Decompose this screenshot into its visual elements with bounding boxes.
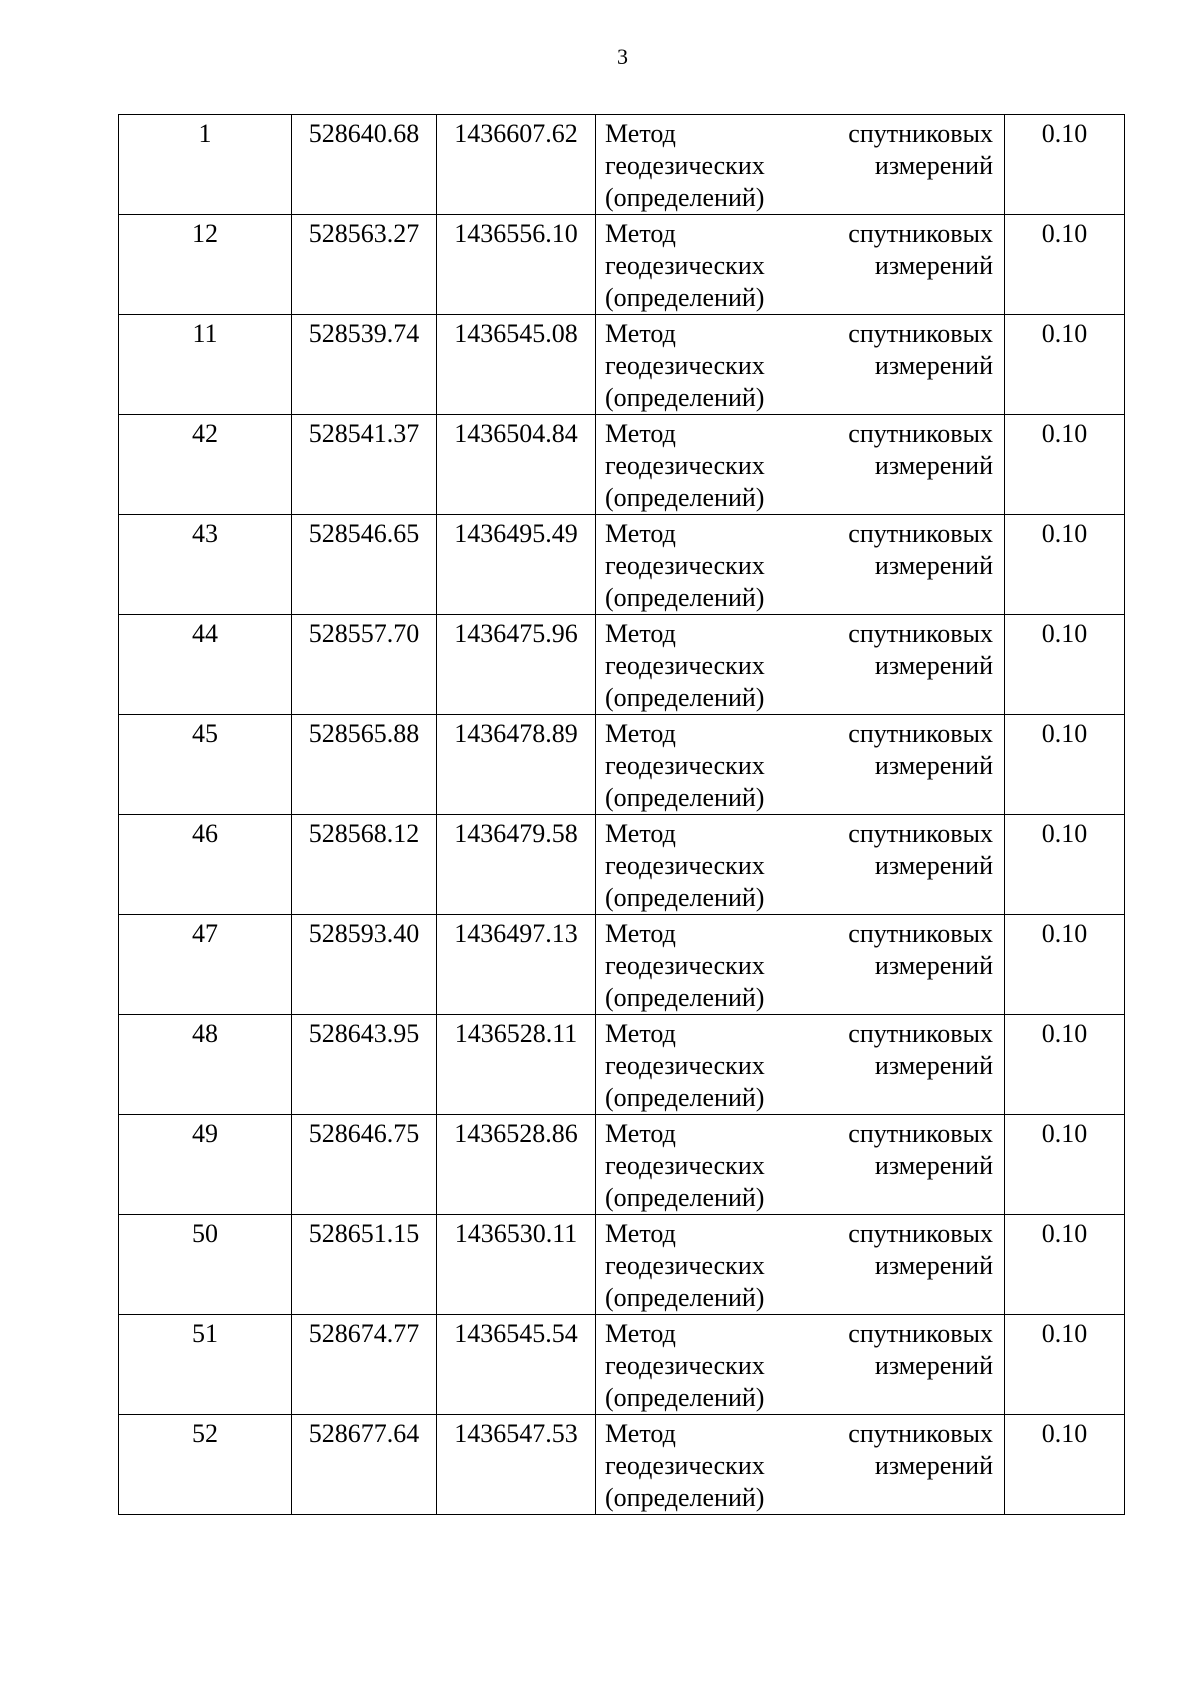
y-coordinate-cell	[437, 215, 596, 315]
y-coordinate-cell	[437, 1215, 596, 1315]
y-coordinate-cell-text: 1436475.96	[454, 619, 578, 648]
method-cell	[596, 115, 1005, 215]
point-number-cell	[119, 115, 292, 215]
point-number-cell	[119, 1015, 292, 1115]
table-row	[119, 815, 1125, 915]
accuracy-cell-text: 0.10	[1041, 219, 1088, 248]
method-word: Метод	[605, 1419, 676, 1448]
point-number-cell	[119, 615, 292, 715]
accuracy-cell	[1005, 815, 1125, 915]
page-number: 3	[617, 44, 628, 69]
method-word: (определений)	[605, 1183, 765, 1212]
method-word: (определений)	[605, 783, 765, 812]
x-coordinate-cell-text: 528677.64	[308, 1419, 420, 1448]
method-line	[605, 382, 993, 414]
point-number-cell-text: 44	[192, 619, 218, 648]
y-coordinate-cell	[437, 815, 596, 915]
method-word: геодезических	[605, 551, 765, 580]
method-line	[605, 982, 993, 1014]
y-coordinate-cell-text: 1436479.58	[454, 819, 578, 848]
y-coordinate-cell-text: 1436547.53	[454, 1419, 578, 1448]
accuracy-cell-text: 0.10	[1041, 319, 1088, 348]
method-line	[605, 782, 993, 814]
method-line	[605, 150, 993, 182]
method-word: измерений	[874, 651, 993, 680]
accuracy-cell-text: 0.10	[1041, 819, 1088, 848]
point-number-cell-text: 45	[192, 719, 218, 748]
method-line	[605, 950, 993, 982]
method-word: спутниковых	[848, 1219, 993, 1248]
method-cell	[596, 915, 1005, 1015]
point-number-cell-text: 49	[192, 1119, 218, 1148]
x-coordinate-cell	[292, 915, 437, 1015]
method-text	[605, 515, 993, 614]
y-coordinate-cell-text: 1436545.54	[454, 1319, 578, 1348]
method-line	[605, 618, 993, 650]
x-coordinate-cell	[292, 215, 437, 315]
method-word: спутниковых	[848, 519, 993, 548]
method-word: (определений)	[605, 683, 765, 712]
accuracy-cell-text: 0.10	[1041, 1319, 1088, 1348]
method-line	[605, 582, 993, 614]
method-word: спутниковых	[848, 1319, 993, 1348]
x-coordinate-cell	[292, 1315, 437, 1415]
y-coordinate-cell-text: 1436497.13	[454, 919, 578, 948]
method-line	[605, 350, 993, 382]
y-coordinate-cell-text: 1436545.08	[454, 319, 578, 348]
method-word: измерений	[874, 351, 993, 380]
method-line	[605, 1282, 993, 1314]
method-cell	[596, 815, 1005, 915]
table-row	[119, 1015, 1125, 1115]
x-coordinate-cell-text: 528568.12	[308, 819, 420, 848]
x-coordinate-cell	[292, 415, 437, 515]
x-coordinate-cell-text: 528643.95	[308, 1019, 420, 1048]
table-row	[119, 415, 1125, 515]
y-coordinate-cell	[437, 1415, 596, 1515]
method-word: Метод	[605, 719, 676, 748]
point-number-cell-text: 12	[192, 219, 218, 248]
x-coordinate-cell	[292, 115, 437, 215]
x-coordinate-cell-text: 528646.75	[308, 1119, 420, 1148]
point-number-cell	[119, 215, 292, 315]
y-coordinate-cell	[437, 1115, 596, 1215]
method-text	[605, 415, 993, 514]
x-coordinate-cell-text: 528541.37	[308, 419, 420, 448]
method-line	[605, 1018, 993, 1050]
method-cell	[596, 415, 1005, 515]
point-number-cell	[119, 1315, 292, 1415]
method-word: измерений	[874, 951, 993, 980]
y-coordinate-cell	[437, 615, 596, 715]
method-text	[605, 715, 993, 814]
table-row	[119, 615, 1125, 715]
method-word: спутниковых	[848, 919, 993, 948]
method-line	[605, 1382, 993, 1414]
method-word: Метод	[605, 819, 676, 848]
point-number-cell-text: 42	[192, 419, 218, 448]
method-text	[605, 115, 993, 214]
method-word: геодезических	[605, 1051, 765, 1080]
method-word: (определений)	[605, 583, 765, 612]
x-coordinate-cell	[292, 815, 437, 915]
method-word: Метод	[605, 619, 676, 648]
x-coordinate-cell	[292, 1415, 437, 1515]
method-text	[605, 1415, 993, 1514]
y-coordinate-cell	[437, 115, 596, 215]
point-number-cell	[119, 715, 292, 815]
method-word: геодезических	[605, 1251, 765, 1280]
method-word: (определений)	[605, 283, 765, 312]
method-line	[605, 1450, 993, 1482]
accuracy-cell	[1005, 715, 1125, 815]
point-number-cell	[119, 515, 292, 615]
method-cell	[596, 215, 1005, 315]
method-line	[605, 482, 993, 514]
method-word: спутниковых	[848, 1019, 993, 1048]
table-row	[119, 315, 1125, 415]
method-word: (определений)	[605, 183, 765, 212]
method-line	[605, 1482, 993, 1514]
y-coordinate-cell-text: 1436478.89	[454, 719, 578, 748]
accuracy-cell-text: 0.10	[1041, 1119, 1088, 1148]
point-number-cell	[119, 915, 292, 1015]
x-coordinate-cell-text: 528563.27	[308, 219, 420, 248]
method-line	[605, 1418, 993, 1450]
x-coordinate-cell	[292, 715, 437, 815]
method-word: спутниковых	[848, 219, 993, 248]
method-line	[605, 1350, 993, 1382]
method-word: геодезических	[605, 851, 765, 880]
method-line	[605, 118, 993, 150]
x-coordinate-cell-text: 528640.68	[308, 119, 420, 148]
accuracy-cell-text: 0.10	[1041, 1019, 1088, 1048]
x-coordinate-cell	[292, 1015, 437, 1115]
method-line	[605, 882, 993, 914]
y-coordinate-cell-text: 1436528.86	[454, 1119, 578, 1148]
method-word: Метод	[605, 319, 676, 348]
method-text	[605, 1215, 993, 1314]
method-line	[605, 318, 993, 350]
y-coordinate-cell	[437, 315, 596, 415]
method-word: геодезических	[605, 1151, 765, 1180]
method-line	[605, 750, 993, 782]
table-row	[119, 1215, 1125, 1315]
method-word: измерений	[874, 851, 993, 880]
method-word: Метод	[605, 419, 676, 448]
method-word: геодезических	[605, 451, 765, 480]
method-word: спутниковых	[848, 419, 993, 448]
method-line	[605, 1150, 993, 1182]
y-coordinate-cell-text: 1436528.11	[454, 1019, 578, 1048]
method-line	[605, 550, 993, 582]
accuracy-cell-text: 0.10	[1041, 1219, 1088, 1248]
point-number-cell-text: 50	[192, 1219, 218, 1248]
accuracy-cell-text: 0.10	[1041, 919, 1088, 948]
method-text	[605, 815, 993, 914]
accuracy-cell-text: 0.10	[1041, 419, 1088, 448]
method-word: (определений)	[605, 1283, 765, 1312]
x-coordinate-cell-text: 528557.70	[308, 619, 420, 648]
method-line	[605, 518, 993, 550]
coordinates-table	[118, 114, 1125, 1515]
coordinates-table-body	[119, 115, 1125, 1515]
method-line	[605, 682, 993, 714]
y-coordinate-cell	[437, 1015, 596, 1115]
method-word: геодезических	[605, 951, 765, 980]
method-line	[605, 450, 993, 482]
method-line	[605, 918, 993, 950]
method-line	[605, 1118, 993, 1150]
method-cell	[596, 615, 1005, 715]
method-cell	[596, 1115, 1005, 1215]
method-word: геодезических	[605, 351, 765, 380]
table-row	[119, 915, 1125, 1015]
x-coordinate-cell	[292, 315, 437, 415]
method-cell	[596, 1015, 1005, 1115]
method-word: Метод	[605, 1119, 676, 1148]
method-line	[605, 218, 993, 250]
method-line	[605, 1182, 993, 1214]
table-row	[119, 715, 1125, 815]
method-word: измерений	[874, 451, 993, 480]
method-word: спутниковых	[848, 719, 993, 748]
point-number-cell-text: 48	[192, 1019, 218, 1048]
method-word: геодезических	[605, 751, 765, 780]
method-word: (определений)	[605, 1083, 765, 1112]
accuracy-cell-text: 0.10	[1041, 619, 1088, 648]
method-word: спутниковых	[848, 619, 993, 648]
x-coordinate-cell-text: 528674.77	[308, 1319, 420, 1348]
method-line	[605, 1082, 993, 1114]
accuracy-cell	[1005, 215, 1125, 315]
method-word: измерений	[874, 1251, 993, 1280]
accuracy-cell	[1005, 315, 1125, 415]
x-coordinate-cell	[292, 615, 437, 715]
y-coordinate-cell	[437, 515, 596, 615]
method-line	[605, 282, 993, 314]
method-word: измерений	[874, 1351, 993, 1380]
table-row	[119, 215, 1125, 315]
method-word: Метод	[605, 919, 676, 948]
method-word: геодезических	[605, 651, 765, 680]
method-word: Метод	[605, 1319, 676, 1348]
method-word: (определений)	[605, 383, 765, 412]
method-word: измерений	[874, 751, 993, 780]
method-word: (определений)	[605, 483, 765, 512]
method-line	[605, 850, 993, 882]
point-number-cell	[119, 1415, 292, 1515]
accuracy-cell-text: 0.10	[1041, 1419, 1088, 1448]
method-word: геодезических	[605, 1451, 765, 1480]
method-word: (определений)	[605, 1383, 765, 1412]
method-word: измерений	[874, 151, 993, 180]
point-number-cell-text: 47	[192, 919, 218, 948]
point-number-cell	[119, 815, 292, 915]
table-row	[119, 1415, 1125, 1515]
method-cell	[596, 715, 1005, 815]
method-line	[605, 1218, 993, 1250]
method-word: измерений	[874, 1451, 993, 1480]
method-line	[605, 1250, 993, 1282]
method-cell	[596, 515, 1005, 615]
method-word: спутниковых	[848, 1119, 993, 1148]
accuracy-cell-text: 0.10	[1041, 119, 1088, 148]
point-number-cell	[119, 315, 292, 415]
y-coordinate-cell-text: 1436495.49	[454, 519, 578, 548]
point-number-cell-text: 11	[192, 319, 218, 348]
y-coordinate-cell-text: 1436607.62	[454, 119, 578, 148]
method-line	[605, 1050, 993, 1082]
method-word: спутниковых	[848, 119, 993, 148]
method-text	[605, 1015, 993, 1114]
method-line	[605, 250, 993, 282]
accuracy-cell	[1005, 1315, 1125, 1415]
point-number-cell-text: 43	[192, 519, 218, 548]
method-text	[605, 615, 993, 714]
method-word: (определений)	[605, 983, 765, 1012]
x-coordinate-cell	[292, 1215, 437, 1315]
accuracy-cell	[1005, 915, 1125, 1015]
method-line	[605, 818, 993, 850]
y-coordinate-cell-text: 1436530.11	[454, 1219, 578, 1248]
y-coordinate-cell	[437, 715, 596, 815]
table-row	[119, 515, 1125, 615]
accuracy-cell	[1005, 1415, 1125, 1515]
method-word: Метод	[605, 1219, 676, 1248]
accuracy-cell-text: 0.10	[1041, 519, 1088, 548]
point-number-cell	[119, 1215, 292, 1315]
method-text	[605, 215, 993, 314]
x-coordinate-cell	[292, 1115, 437, 1215]
table-row	[119, 1115, 1125, 1215]
accuracy-cell	[1005, 1215, 1125, 1315]
method-word: спутниковых	[848, 819, 993, 848]
method-word: геодезических	[605, 1351, 765, 1380]
method-line	[605, 1318, 993, 1350]
y-coordinate-cell	[437, 415, 596, 515]
y-coordinate-cell	[437, 1315, 596, 1415]
point-number-cell	[119, 415, 292, 515]
accuracy-cell	[1005, 415, 1125, 515]
method-word: геодезических	[605, 151, 765, 180]
table-row	[119, 115, 1125, 215]
accuracy-cell	[1005, 1015, 1125, 1115]
accuracy-cell-text: 0.10	[1041, 719, 1088, 748]
x-coordinate-cell-text: 528539.74	[308, 319, 420, 348]
method-cell	[596, 1215, 1005, 1315]
y-coordinate-cell-text: 1436504.84	[454, 419, 578, 448]
method-text	[605, 1115, 993, 1214]
accuracy-cell	[1005, 515, 1125, 615]
method-word: (определений)	[605, 883, 765, 912]
method-word: измерений	[874, 551, 993, 580]
x-coordinate-cell-text: 528546.65	[308, 519, 420, 548]
method-word: спутниковых	[848, 319, 993, 348]
method-word: геодезических	[605, 251, 765, 280]
method-cell	[596, 1415, 1005, 1515]
method-word: Метод	[605, 219, 676, 248]
y-coordinate-cell-text: 1436556.10	[454, 219, 578, 248]
method-word: Метод	[605, 519, 676, 548]
method-word: измерений	[874, 251, 993, 280]
method-word: измерений	[874, 1151, 993, 1180]
method-cell	[596, 315, 1005, 415]
method-text	[605, 915, 993, 1014]
point-number-cell-text: 52	[192, 1419, 218, 1448]
table-row	[119, 1315, 1125, 1415]
method-word: измерений	[874, 1051, 993, 1080]
method-line	[605, 182, 993, 214]
y-coordinate-cell	[437, 915, 596, 1015]
x-coordinate-cell-text: 528565.88	[308, 719, 420, 748]
method-word: Метод	[605, 1019, 676, 1048]
accuracy-cell	[1005, 115, 1125, 215]
point-number-cell	[119, 1115, 292, 1215]
method-word: (определений)	[605, 1483, 765, 1512]
method-cell	[596, 1315, 1005, 1415]
method-word: Метод	[605, 119, 676, 148]
accuracy-cell	[1005, 1115, 1125, 1215]
point-number-cell-text: 46	[192, 819, 218, 848]
method-word: спутниковых	[848, 1419, 993, 1448]
method-line	[605, 718, 993, 750]
x-coordinate-cell-text: 528651.15	[308, 1219, 420, 1248]
method-text	[605, 315, 993, 414]
x-coordinate-cell-text: 528593.40	[308, 919, 420, 948]
method-line	[605, 418, 993, 450]
point-number-cell-text: 51	[192, 1319, 218, 1348]
x-coordinate-cell	[292, 515, 437, 615]
accuracy-cell	[1005, 615, 1125, 715]
method-text	[605, 1315, 993, 1414]
method-line	[605, 650, 993, 682]
point-number-cell-text: 1	[198, 119, 212, 148]
